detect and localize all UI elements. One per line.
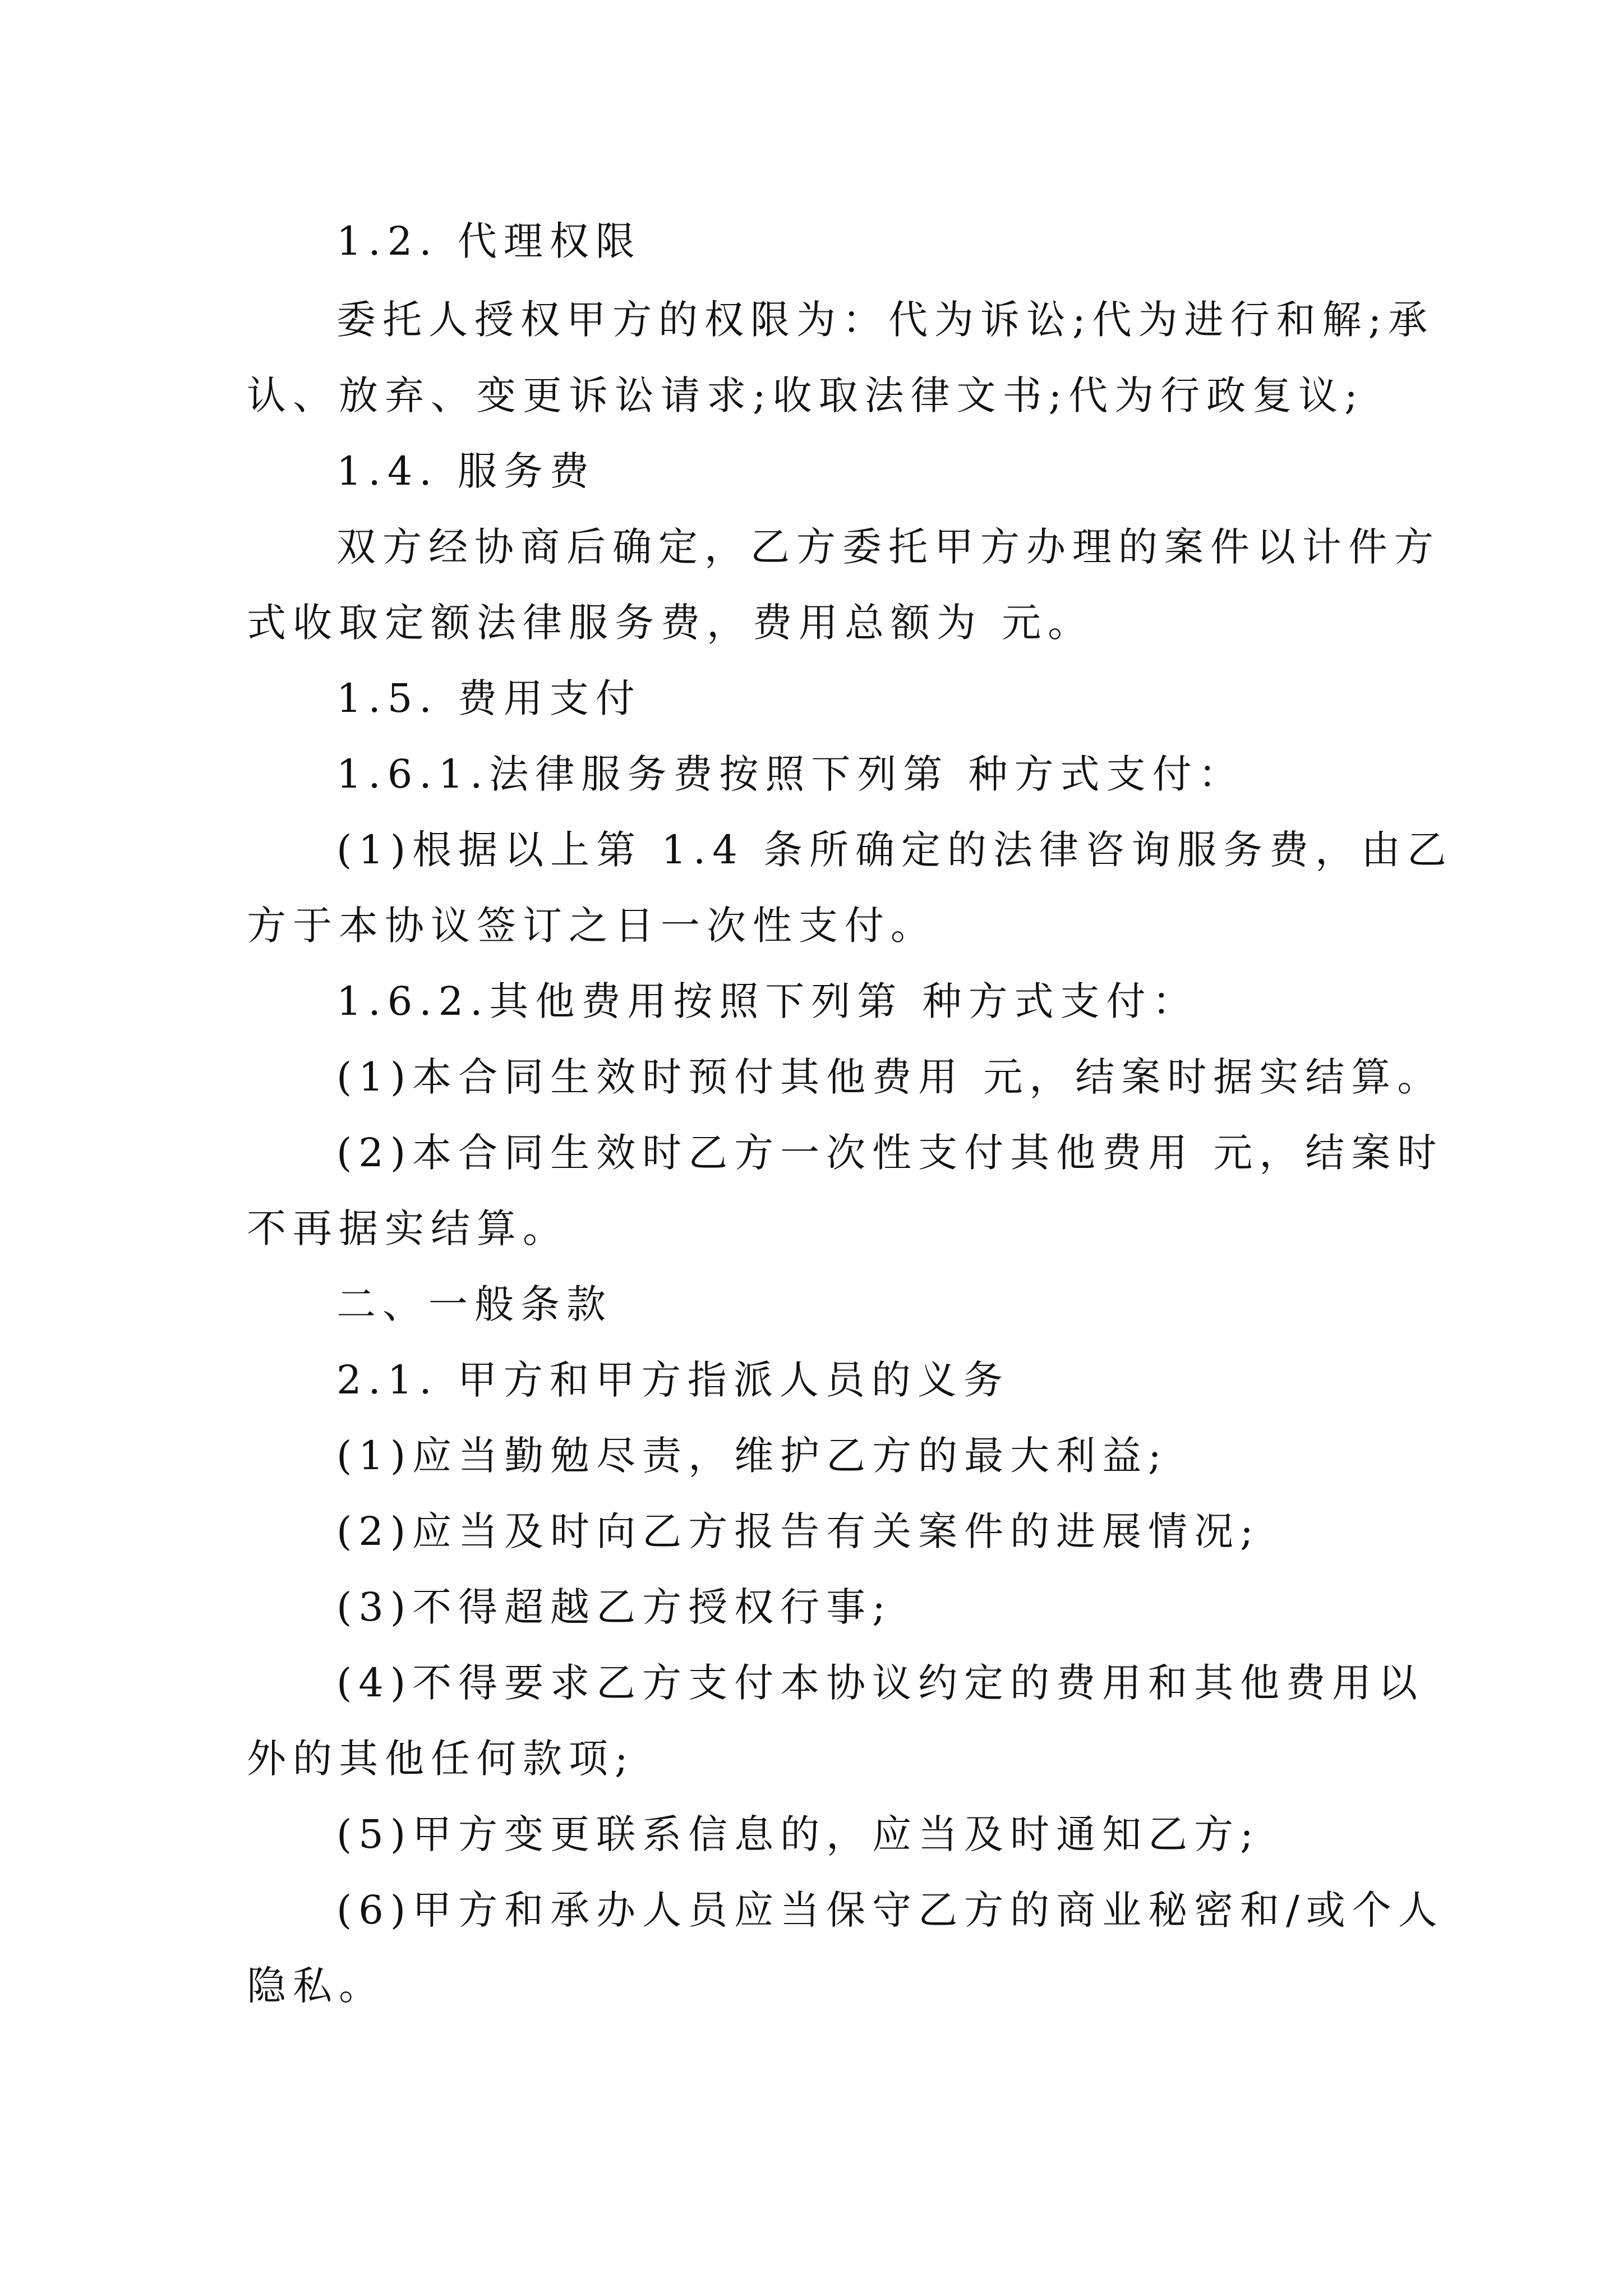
paragraph-line: 1.6.2.其他费用按照下列第 种方式支付： [336, 978, 1198, 1024]
list-item-continuation: 外的其他任何款项; [247, 1736, 635, 1782]
list-item-continuation: 隐私。 [247, 1963, 385, 2009]
paragraph-line: 不再据实结算。 [247, 1205, 569, 1251]
section-heading-1-4: 1.4. 服务费 [336, 448, 596, 494]
paragraph-line: 双方经协商后确定，乙方委托甲方办理的案件以计件方 [336, 524, 1440, 570]
list-item: (3)不得超越乙方授权行事; [336, 1584, 892, 1630]
list-item: (2)应当及时向乙方报告有关案件的进展情况; [336, 1508, 1260, 1554]
paragraph-line: 方于本协议签订之日一次性支付。 [247, 903, 937, 949]
paragraph-line: 1.6.1.法律服务费按照下列第 种方式支付： [336, 751, 1244, 797]
paragraph-line: 认、放弃、变更诉讼请求;收取法律文书;代为行政复议; [247, 372, 1364, 418]
paragraph-line: (1)本合同生效时预付其他费用 元，结案时据实结算。 [336, 1054, 1444, 1100]
paragraph-line: 式收取定额法律服务费，费用总额为 元。 [247, 600, 1094, 646]
section-heading-2: 二、一般条款 [336, 1281, 612, 1327]
paragraph-line: (1)根据以上第 1.4 条所确定的法律咨询服务费，由乙 [336, 827, 1453, 873]
list-item: (5)甲方变更联系信息的，应当及时通知乙方; [336, 1811, 1260, 1857]
list-item: (6)甲方和承办人员应当保守乙方的商业秘密和/或个人 [336, 1887, 1444, 1933]
list-item: (4)不得要求乙方支付本协议约定的费用和其他费用以 [336, 1660, 1424, 1706]
paragraph-line: 委托人授权甲方的权限为：代为诉讼;代为进行和解;承 [336, 297, 1435, 343]
section-heading-1-2: 1.2. 代理权限 [336, 218, 642, 264]
paragraph-line: (2)本合同生效时乙方一次性支付其他费用 元，结案时 [336, 1130, 1444, 1176]
section-heading-1-5: 1.5. 费用支付 [336, 675, 642, 721]
section-heading-2-1: 2.1. 甲方和甲方指派人员的义务 [336, 1357, 1009, 1403]
list-item: (1)应当勤勉尽责，维护乙方的最大利益; [336, 1433, 1168, 1479]
